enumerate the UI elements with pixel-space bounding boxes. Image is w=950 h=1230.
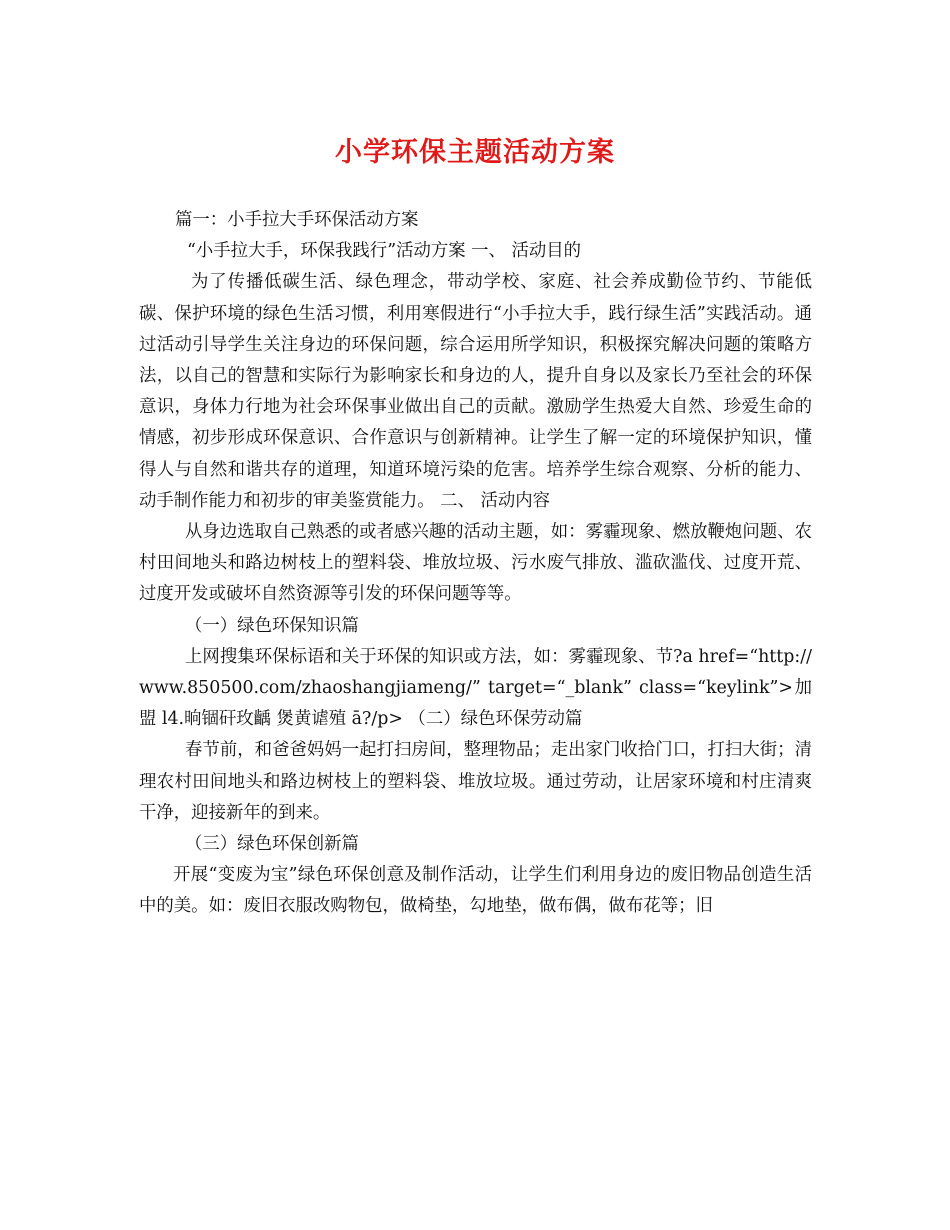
- activity-plan-heading: “小手拉大手，环保我践行”活动方案 一、 活动目的: [187, 241, 582, 262]
- subsection-knowledge: （一）绿色环保知识篇: [185, 615, 359, 636]
- document-title: 小学环保主题活动方案: [335, 137, 615, 168]
- section-heading-1: 篇一：小手拉大手环保活动方案: [175, 210, 419, 230]
- paragraph-knowledge: 上网搜集环保标语和关于环保的知识或方法，如：雾霾现象、节?a href=“http://www.850500.com/zhaoshangjiameng/” target=“_blank” class=“keylink”>加盟 l4.晌锢矸玫齲 煲黄谑殖 ā?/p> （二）绿色环保劳动篇: [139, 646, 812, 730]
- subsection-innovation: （三）绿色环保创新篇: [185, 834, 359, 855]
- paragraph-labor: 春节前，和爸爸妈妈一起打扫房间，整理物品；走出家门收拾门口，打扫大街；清理农村田间地头和路边树枝上的塑料袋、堆放垃圾。通过劳动，让居家环境和村庄清爽干净，迎接新年的到来。: [139, 740, 812, 823]
- paragraph-innovation: 开展“变废为宝”绿色环保创意及制作活动，让学生们利用身边的废旧物品创造生活中的美。如：废旧衣服改购物包，做椅垫，勾地垫，做布偶，做布花等；旧: [139, 865, 812, 917]
- paragraph-purpose: 为了传播低碳生活、绿色理念，带动学校、家庭、社会养成勤俭节约、节能低碳、保护环境的绿色生活习惯，利用寒假进行“小手拉大手，践行绿生活”实践活动。通过活动引导学生关注身边的环保问题，综合运用所学知识，积极探究解决问题的策略方法，以自己的智慧和实际行为影响家长和身边的人，提升自身以及家长乃至社会的环保意识，身体力行地为社会环保事业做出自己的贡献。激励学生热爱大自然、珍爱生命的情感，初步形成环保意识、合作意识与创新精神。让学生了解一定的环境保护知识，懂得人与自然和谐共存的道理，知道环境污染的危害。培养学生综合观察、分析的能力、动手制作能力和初步的审美鉴赏能力。 二、 活动内容: [139, 272, 812, 511]
- document-body: [139, 205, 812, 923]
- paragraph-content: 从身边选取自己熟悉的或者感兴趣的活动主题，如：雾霾现象、燃放鞭炮问题、农村田间地头和路边树枝上的塑料袋、堆放垃圾、污水废气排放、滥砍滥伐、过度开荒、过度开发或破坏自然资源等引发的环保问题等等。: [139, 522, 812, 605]
